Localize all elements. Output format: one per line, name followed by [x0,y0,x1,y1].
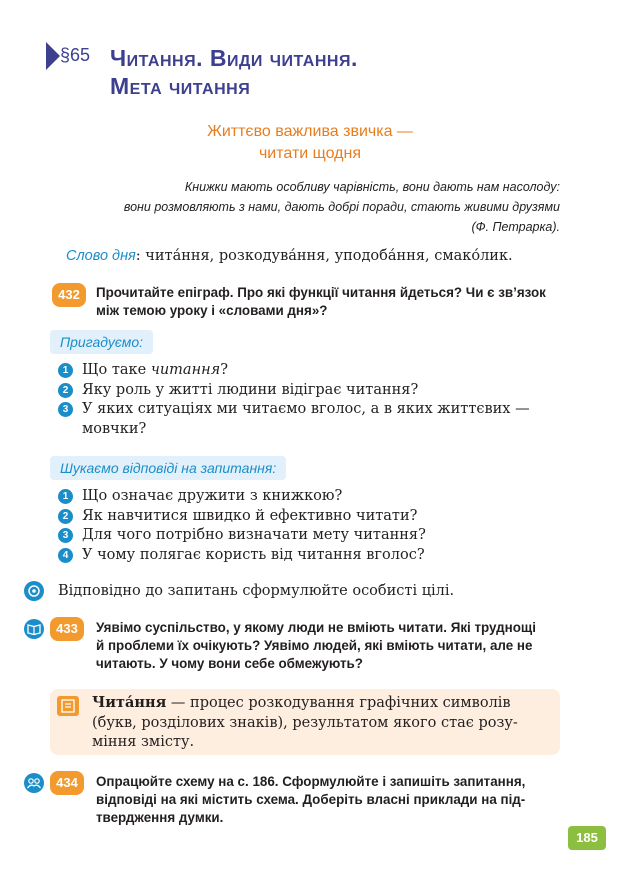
page-number: 185 [568,826,606,850]
number-1-icon: 1 [58,363,73,378]
group-icon [24,773,44,793]
recall-list [58,361,558,439]
notebook-icon [57,696,79,716]
section-arrow-icon [46,42,60,70]
number-3-icon: 3 [58,528,73,543]
recall-item-3-line-1: У яких ситуаціях ми читаємо вголос, а в яких життєвих — [82,401,530,417]
search-item-1-text: Що означає дружити з книжкою? [82,488,343,504]
number-4-icon: 4 [58,548,73,563]
section-badge [46,42,104,72]
recall-label: Пригадуємо: [50,330,153,354]
epigraph-title-line-1: Життєво важлива звичка — [207,123,413,140]
section-number: §65 [60,45,91,65]
title-line-2: Мета читання [110,73,251,99]
number-2-icon: 2 [58,509,73,524]
epigraph-quote-line-3: (Ф. Петрарка). [471,220,560,234]
definition-term: Чита́ння [92,694,167,711]
search-label: Шукаємо відповіді на запитання: [50,456,286,480]
recall-item-2-text: Яку роль у житті людини відіграє читання? [82,381,419,398]
search-item-4-text: У чому полягає користь від читання вголос? [82,546,425,563]
task-434-line-2: відповіді на які містить схема. Доберіть власні приклади на під- [96,792,526,807]
word-of-day-words: : чита́ння, розкодува́ння, уподоба́ння, смако́лик. [135,248,513,264]
number-2-icon: 2 [58,383,73,398]
title-line-1: Читання. Види читання. [110,45,358,71]
epigraph-quote-line-1: Книжки мають особливу чарівність, вони дають нам насолоду: [184,180,560,194]
search-item-3-text: Для чого потрібно визначати мету читання? [82,527,426,543]
list-item [58,381,558,401]
target-icon [24,581,44,601]
page-title [110,44,570,100]
task-433-line-3: читають. У чому вони себе обмежують? [96,656,363,671]
recall-item-1-end: ? [220,362,229,378]
task-434-number: 434 [50,771,84,795]
word-of-day-label: Слово дня [66,248,136,264]
word-of-day [66,248,566,264]
list-item [58,507,558,527]
goals-text: Відповідно до запитань сформулюйте особисті цілі. [58,583,455,599]
task-432-line-1: Прочитайте епіграф. Про які функції читання йдеться? Чи є зв’язок [96,285,546,300]
list-item [58,400,558,439]
task-433-line-1: Уявімо суспільство, у якому люди не вміють читати. Які труднощі [96,620,536,635]
task-434-text [96,773,566,827]
number-1-icon: 1 [58,489,73,504]
definition-line-1 [92,693,552,714]
epigraph-quote [70,177,560,237]
definition-line-2: (букв, розділових знаків), результатом якого стає розу- [92,714,518,731]
recall-item-1-emphasis: читання [150,362,221,378]
definition-line-3: міння змісту. [92,734,195,750]
task-432-line-2: між темою уроку і «словами дня»? [96,303,328,318]
recall-item-1-text: Що таке [82,362,151,378]
epigraph-title [120,121,500,165]
list-item [58,526,558,546]
task-433-number: 433 [50,617,84,641]
epigraph-title-line-2: читати щодня [258,145,362,162]
task-432-number: 432 [52,283,86,307]
search-item-2-text: Як навчитися швидко й ефективно читати? [82,507,418,524]
list-item [58,546,558,566]
book-icon [24,619,44,639]
task-432-text [96,284,566,320]
number-3-icon: 3 [58,402,73,417]
list-item [58,487,558,507]
task-433-line-2: й проблеми їх очікують? Уявімо людей, які вміють читати, але не [96,638,533,653]
definition-text [92,693,552,753]
recall-item-3-line-2: мовчки? [82,420,147,437]
task-434-line-3: твердження думки. [96,810,224,825]
task-434-line-1: Опрацюйте схему на с. 186. Сформулюйте і запишіть запитання, [96,774,526,789]
definition-line-1-rest: — процес розкодування графічних символів [166,695,511,711]
epigraph-quote-line-2: вони розмовляють з нами, дають добрі поради, стають живими друзями [123,200,560,214]
list-item [58,361,558,381]
task-433-text [96,619,566,673]
search-list [58,487,558,565]
